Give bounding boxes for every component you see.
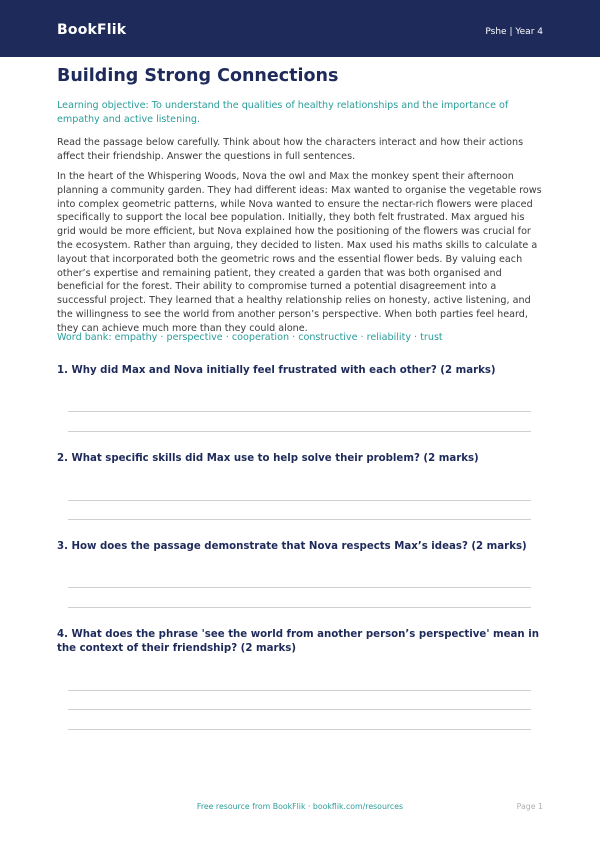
answer-line[interactable] (68, 587, 531, 588)
answer-line[interactable] (68, 519, 531, 520)
answer-line[interactable] (68, 729, 531, 730)
subject-year-label: Pshe | Year 4 (485, 27, 543, 37)
question-4: 4. What does the phrase 'see the world from another person’s perspective' mean in the context of their friendship? (2 marks) (57, 629, 539, 654)
footer-link[interactable]: Free resource from BookFlik · bookflik.com/resources (196, 802, 404, 811)
header-bar (0, 0, 600, 57)
instructions: Read the passage below carefully. Think about how the characters interact and how their actions affect their friendship. Answer the questions in full sentences. (57, 137, 524, 162)
answer-line[interactable] (68, 607, 531, 608)
answer-line[interactable] (68, 709, 531, 710)
page-title: Building Strong Connections (57, 66, 339, 86)
brand-logo[interactable]: BookFlik (57, 22, 127, 38)
page-number: Page 1 (516, 802, 543, 811)
answer-line[interactable] (68, 411, 531, 412)
question-3: 3. How does the passage demonstrate that Nova respects Max’s ideas? (2 marks) (57, 541, 527, 552)
answer-line[interactable] (68, 500, 531, 501)
reading-passage: In the heart of the Whispering Woods, Nova the owl and Max the monkey spent their afternoon planning a community garden. They had different ideas: Max wanted to organise the vegetable rows into complex geometric patterns, while Nova wanted to ensure the nectar-rich flowers were placed specifically to support the local bee population. Initially, they both felt frustrated. Max argued his grid would be more efficient, but Nova explained how the positioning of the flowers was crucial for the ecosystem. Rather than arguing, they decided to listen. Max used his maths skills to calculate a layout that incorporated both the geometric rows and the essential flower beds. By valuing each other’s expertise and remaining patient, they created a garden that was both organised and beneficial for the forest. Their ability to compromise turned a potential disagreement into a successful project. They learned that a healthy relationship relies on honesty, active listening, and the willingness to see the world from another person’s perspective. When both parties feel heard, they can achieve much more than they could alone. (57, 171, 542, 334)
learning-objective: Learning objective: To understand the qualities of healthy relationships and the importance of empathy and active listening. (57, 100, 509, 125)
answer-line[interactable] (68, 431, 531, 432)
question-1: 1. Why did Max and Nova initially feel frustrated with each other? (2 marks) (57, 365, 496, 376)
word-bank: Word bank: empathy · perspective · cooperation · constructive · reliability · trust (57, 332, 443, 343)
answer-line[interactable] (68, 690, 531, 691)
question-2: 2. What specific skills did Max use to help solve their problem? (2 marks) (57, 453, 479, 464)
